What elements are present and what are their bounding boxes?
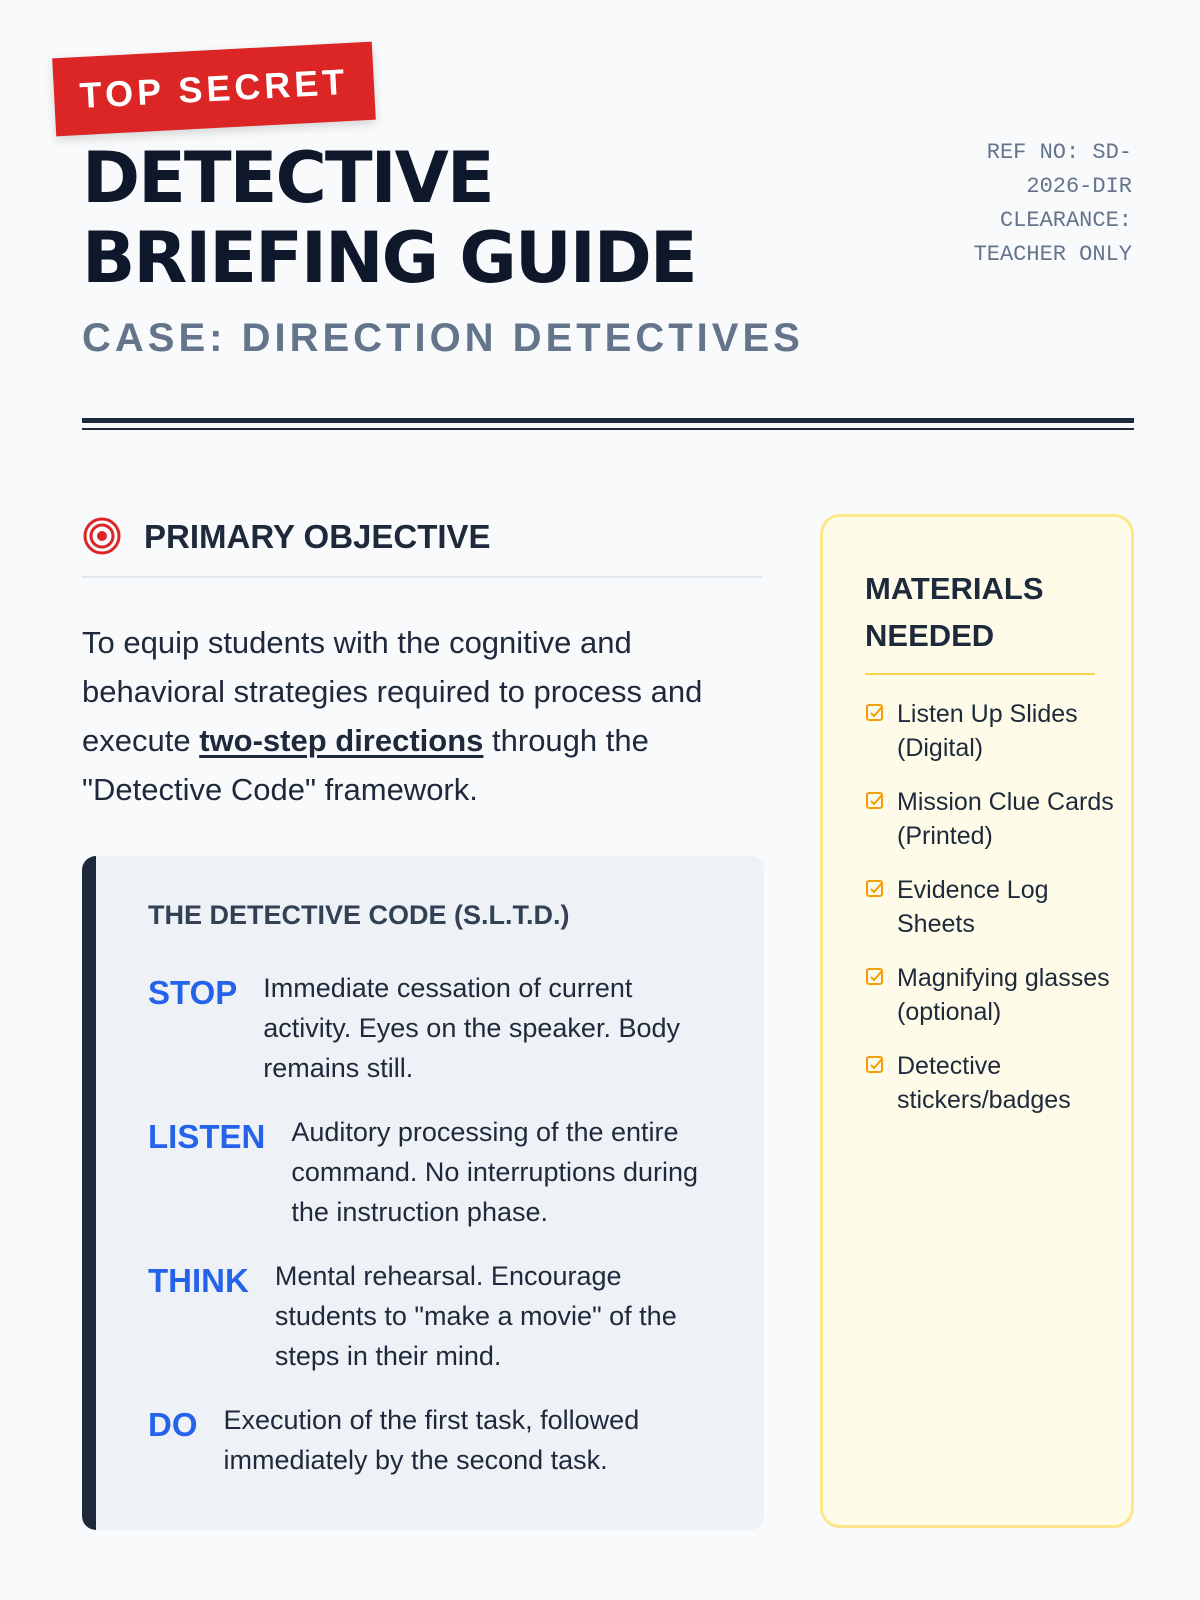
checkbox-checked-icon: [865, 703, 885, 723]
materials-list: [865, 697, 1125, 1137]
ref-line: 2026-DIR: [1026, 174, 1132, 199]
objective-title: PRIMARY OBJECTIVE: [144, 518, 491, 555]
case-subtitle: CASE: DIRECTION DETECTIVES: [82, 316, 804, 360]
materials-title: MATERIALS NEEDED: [865, 565, 1095, 675]
checkbox-checked-icon: [865, 967, 885, 987]
materials-panel: [820, 514, 1134, 1528]
checkbox-checked-icon: [865, 879, 885, 899]
objective-text: [82, 618, 762, 814]
code-term: DO: [148, 1406, 198, 1443]
list-item: [865, 785, 1125, 853]
list-item: [865, 1049, 1125, 1117]
header-divider-thick: [82, 418, 1134, 423]
code-term: THINK: [148, 1262, 249, 1299]
list-item: [865, 697, 1125, 765]
detective-code-panel: [82, 856, 764, 1530]
code-item-listen: [148, 1112, 731, 1232]
material-label: Evidence Log Sheets: [897, 876, 1049, 938]
checkbox-checked-icon: [865, 1055, 885, 1075]
list-item: [865, 961, 1125, 1029]
code-term: LISTEN: [148, 1118, 266, 1155]
page-title: [82, 138, 842, 298]
ref-line: REF NO: SD-: [986, 140, 1132, 165]
clearance-line: TEACHER ONLY: [973, 242, 1132, 267]
code-item-think: [148, 1256, 715, 1376]
top-secret-stamp: TOP SECRET: [52, 42, 376, 137]
objective-text-start: To equip students with the cognitive and behavioral strategies required to process and execute: [82, 625, 703, 758]
material-label: Magnifying glasses (optional): [897, 964, 1110, 1026]
title-line-1: DETECTIVE: [82, 137, 493, 219]
code-term: STOP: [148, 974, 238, 1011]
code-description: Immediate cessation of current activity. Eyes on the speaker. Body remains still.: [263, 973, 680, 1083]
material-label: Detective stickers/badges: [897, 1052, 1071, 1114]
material-label: Listen Up Slides (Digital): [897, 700, 1078, 762]
code-description: Auditory processing of the entire command. No interruptions during the instruction phase.: [291, 1117, 699, 1227]
objective-text-end: through the "Detective Code" framework.: [82, 723, 649, 807]
target-icon: [82, 516, 122, 556]
material-label: Mission Clue Cards (Printed): [897, 788, 1114, 850]
header-divider-thin: [82, 428, 1134, 430]
code-description: Execution of the first task, followed immediately by the second task.: [223, 1405, 640, 1475]
code-description: Mental rehearsal. Encourage students to "make a movie" of the steps in their mind.: [274, 1261, 677, 1371]
code-item-do: [148, 1400, 694, 1480]
list-item: [865, 873, 1125, 941]
detective-code-title: THE DETECTIVE CODE (S.L.T.D.): [148, 900, 570, 930]
code-item-stop: [148, 968, 703, 1088]
clearance-line: CLEARANCE:: [999, 208, 1132, 233]
title-line-2: BRIEFING GUIDE: [82, 217, 696, 299]
objective-header: [82, 516, 762, 578]
objective-emphasis: two-step directions: [199, 723, 484, 758]
reference-info: [932, 136, 1132, 272]
checkbox-checked-icon: [865, 791, 885, 811]
